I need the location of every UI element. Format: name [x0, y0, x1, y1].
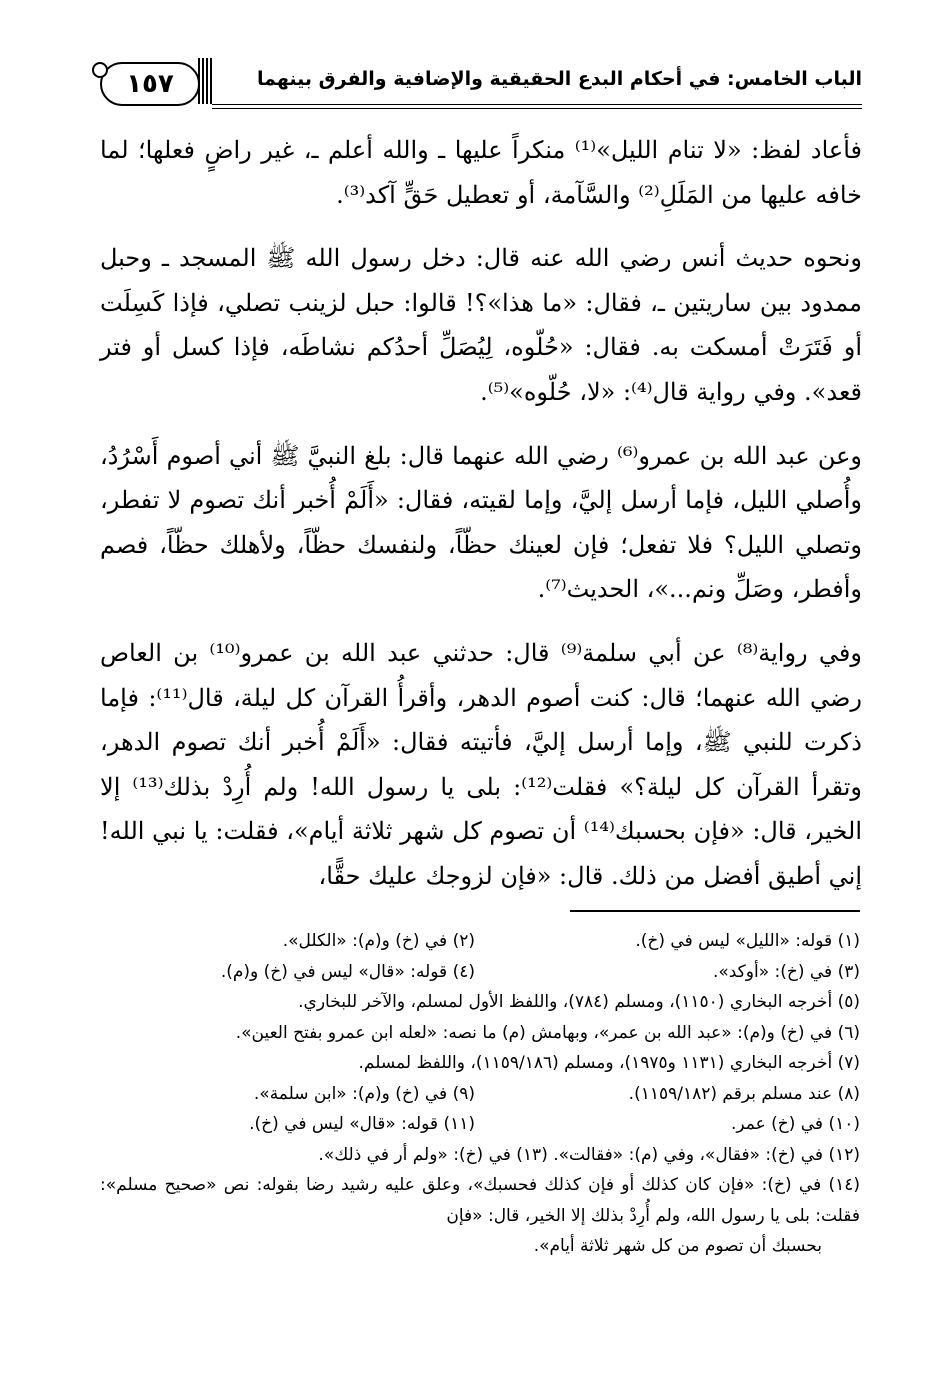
header-ornament-bars [198, 58, 212, 104]
footnote-10: (١٠) في (خ) عمر. [730, 1114, 860, 1134]
main-text [100, 128, 862, 899]
page-number: ١٥٧ [126, 69, 174, 99]
running-header [100, 58, 862, 108]
paragraph-4: وفي رواية⁽⁸⁾ عن أبي سلمة⁽⁹⁾ قال: حدثني عبد الله بن عمرو⁽¹⁰⁾ بن العاص رضي الله عنهما؛ قال: كنت أصوم الدهر، وأقرأُ القرآن كل ليلة، قال⁽¹¹⁾: فإما ذكرت للنبي ﷺ، وإما أرسل إليَّ، فأتيته فقال: «أَلَمْ أُخبر أنك تصوم الدهر، وتقرأ القرآن كل ليلة؟» فقلت⁽¹²⁾: بلى يا رسول الله! ولم أُرِدْ بذلك⁽¹³⁾ إلا الخير، قال: «فإن بحسبك⁽¹⁴⁾ أن تصوم كل شهر ثلاثة أيام»، فقلت: يا نبي الله! إني أطيق أفضل من ذلك. قال: «فإن لزوجك عليك حقًّا، [100, 638, 863, 890]
footnote-row [100, 1109, 860, 1140]
header-rule [212, 104, 862, 105]
footnotes [100, 926, 860, 1262]
footnote-2: (٢) في (خ) و(م): «الكلل». [282, 931, 475, 951]
footnote-12-13: (١٢) في (خ): «فقال»، وفي (م): «فقالت». (١٣) في (خ): «ولم أر في ذلك». [318, 1144, 860, 1165]
footnote-9: (٩) في (خ) و(م): «ابن سلمة». [253, 1083, 475, 1104]
footnote-row [100, 1079, 860, 1110]
paragraph-2: ونحوه حديث أنس رضي الله عنه قال: دخل رسول الله ﷺ المسجد ـ وحبل ممدود بين ساريتين ـ، فقال: «ما هذا»؟! قالوا: حبل لزينب تصلي، فإذا كَسِلَت أو فَتَرَتْ أمسكت به. فقال: «حُلّوه، لِيُصَلِّ أحدُكم نشاطَه، فإذا كسل أو فتر قعد». وفي رواية قال⁽⁴⁾: «لا، حُلّوه»⁽⁵⁾. [100, 244, 862, 406]
footnote-11: (١١) قوله: «قال» ليس في (خ). [249, 1114, 475, 1134]
page-number-badge [100, 62, 200, 106]
header-rule-thin [212, 108, 862, 109]
footnote-4: (٤) قوله: «قال» ليس في (خ) و(م). [220, 961, 475, 982]
footnote-8: (٨) عند مسلم برقم (١١٥٩/١٨٢). [628, 1083, 860, 1104]
footnote-1: (١) قوله: «الليل» ليس في (خ). [635, 931, 860, 951]
footnote-5: (٥) أخرجه البخاري (١١٥٠)، ومسلم (٧٨٤)، واللفظ الأول لمسلم، والآخر للبخاري. [298, 992, 860, 1012]
footnote-14: (١٤) في (خ): «فإن كان كذلك أو فإن كذلك فحسبك»، وعلق عليه رشيد رضا بقوله: نص «صحيح مسلم»: فقلت: بلى يا رسول الله، ولم أُرِدْ بذلك إلا الخير، قال: «فإن [100, 1175, 860, 1226]
chapter-title: الباب الخامس: في أحكام البدع الحقيقية والإضافية والفرق بينهما [257, 68, 862, 90]
ornament-ring [92, 62, 108, 78]
footnote-7: (٧) أخرجه البخاري (١١٣١ و١٩٧٥)، ومسلم (١١٥٩/١٨٦)، واللفظ لمسلم. [358, 1053, 860, 1073]
footnote-6: (٦) في (خ) و(م): «عبد الله بن عمر»، وبهامش (م) ما نصه: «لعله ابن عمرو بفتح العين». [235, 1022, 860, 1043]
footnote-3: (٣) في (خ): «أوكد». [712, 961, 860, 982]
footnote-row [100, 957, 860, 988]
footnote-14-continued: بحسبك أن تصوم من كل شهر ثلاثة أيام». [533, 1236, 822, 1256]
paragraph-3: وعن عبد الله بن عمرو⁽⁶⁾ رضي الله عنهما قال: بلغ النبيَّ ﷺ أني أصوم أَسْرُدُ، وأُصلي الليل، فإما أرسل إليَّ، وإما لقيته، فقال: «أَلَمْ أُخبر أنك تصوم لا تفطر، وتصلي الليل؟ فلا تفعل؛ فإن لعينك حظّاً، ولنفسك حظّاً، ولأهلك حظّاً، فصم وأفطر، وصَلِّ ونم...»، الحديث⁽⁷⁾. [100, 441, 862, 604]
footnote-separator [570, 910, 860, 912]
paragraph-1: فأعاد لفظ: «لا تنام الليل»⁽¹⁾ منكراً عليها ـ والله أعلم ـ، غير راضٍ فعلها؛ لما خافه عليها من المَلَلِ⁽²⁾ والسَّآمة، أو تعطيل حَقٍّ آكد⁽³⁾. [100, 136, 862, 209]
footnote-row [100, 926, 860, 957]
